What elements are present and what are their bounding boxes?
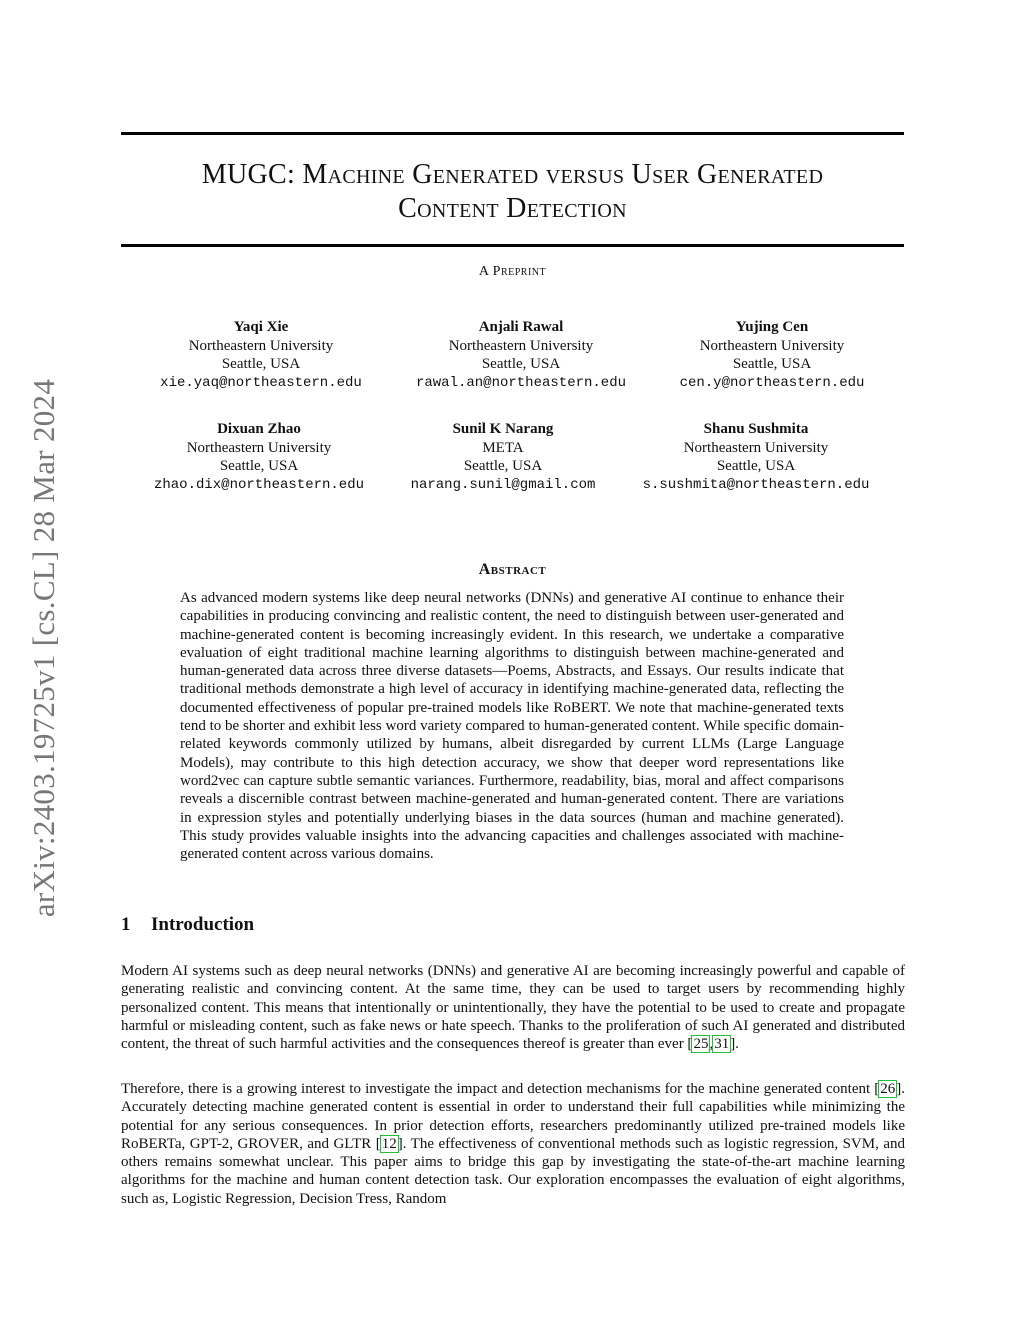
- title-top-rule: [121, 132, 904, 135]
- author-name: Shanu Sushmita: [703, 421, 809, 437]
- title-line-2: Content Detection: [398, 193, 627, 224]
- author-location: Seattle, USA: [219, 458, 299, 474]
- author-email[interactable]: narang.sunil@gmail.com: [410, 476, 596, 493]
- paragraph-text: ]. The effectiveness of conventional methods such as logistic regression, SVM, and others remains somewhat unclear. This paper aims to bridge this gap by investigating the state-of-the-art machine learning algorithms for the machine and human content detection task. Our exploration encompasses the evaluation of eight algorithms, such as, Logistic Regression, Decision Tress, Random: [121, 1135, 905, 1207]
- abstract-heading: Abstract: [478, 561, 547, 578]
- author-block: [363, 420, 643, 494]
- author-block: [119, 420, 399, 494]
- author-name: Sunil K Narang: [452, 421, 554, 437]
- title-line-1: MUGC: Machine Generated versus User Generated: [201, 159, 824, 190]
- paragraph-text: ]. Accurately detecting machine generated content is essential in order to understand their full capabilities while minimizing the potential for any serious consequences. In prior detection efforts, researchers predominantly utilized pre-trained models like RoBERTa, GPT-2, GROVER, and GLTR [: [121, 1081, 905, 1152]
- author-email[interactable]: zhao.dix@northeastern.edu: [153, 476, 365, 493]
- author-email[interactable]: rawal.an@northeastern.edu: [415, 374, 627, 391]
- intro-paragraph-1: [121, 962, 905, 1053]
- author-location: Seattle, USA: [463, 458, 543, 474]
- paper-title: [121, 158, 904, 226]
- author-affiliation: Northeastern University: [699, 337, 845, 354]
- author-location: Seattle, USA: [732, 356, 812, 372]
- citation-link[interactable]: 12: [381, 1135, 397, 1152]
- section-title: Introduction: [151, 914, 255, 935]
- author-name: Dixuan Zhao: [217, 421, 301, 437]
- author-block: [632, 318, 912, 392]
- section-heading: [121, 914, 254, 936]
- intro-paragraph-2: [121, 1080, 905, 1208]
- citation-link[interactable]: 31: [714, 1036, 730, 1053]
- paragraph-text: ].: [730, 1036, 739, 1053]
- author-name: Anjali Rawal: [478, 319, 564, 335]
- arxiv-stamp-text: arXiv:2403.19725v1 [cs.CL] 28 Mar 2024: [26, 378, 61, 918]
- citation-link[interactable]: 25: [693, 1036, 709, 1053]
- abstract-body: As advanced modern systems like deep neural networks (DNNs) and generative AI continue to enhance their capabilities in producing convincing and realistic content, the need to distinguish between user-generated and machine-generated content is becoming increasingly evident. In this research, we undertake a comparative evaluation of eight traditional machine learning algorithms to distinguish between machine-generated and human-generated data across three diverse datasets—Poems, Abstracts, and Essays. Our results indicate that traditional methods demonstrate a high level of accuracy in identifying machine-generated data, reflecting the documented effectiveness of popular pre-trained models like RoBERT. We note that machine-generated texts tend to be shorter and exhibit less word variety compared to human-generated content. While specific domain-related keywords commonly utilized by humans, albeit disregarded by current LLMs (Large Language Models), may contribute to this high detection accuracy, we show that deeper word representations like word2vec can capture subtle semantic variances. Furthermore, readability, bias, moral and affect comparisons reveals a discernible contrast between machine-generated and human-generated content. There are variations in expression styles and potentially underlying biases in the data sources (human and machine generated). This study provides valuable insights into the advancing capacities and challenges associated with machine-generated content across various domains.: [180, 590, 844, 863]
- author-affiliation: Northeastern University: [448, 337, 594, 354]
- section-number: 1: [121, 914, 131, 935]
- author-block: [381, 318, 661, 392]
- citation-link[interactable]: 26: [880, 1081, 896, 1097]
- author-affiliation: Northeastern University: [683, 439, 829, 456]
- author-name: Yujing Cen: [735, 319, 809, 335]
- title-bottom-rule: [121, 244, 904, 247]
- paragraph-text: Therefore, there is a growing interest to investigate the impact and detection mechanisms for the machine generated content [: [121, 1081, 880, 1097]
- author-email[interactable]: cen.y@northeastern.edu: [679, 374, 865, 391]
- author-block: [616, 420, 896, 494]
- preprint-label: A Preprint: [478, 264, 547, 279]
- author-location: Seattle, USA: [221, 356, 301, 372]
- paragraph-text: Modern AI systems such as deep neural networks (DNNs) and generative AI are becoming increasingly powerful and capable of generating realistic and convincing content. At the same time, they can be used to target users by recommending highly personalized content. This means that intentionally or unintentionally, they have the potential to be used to create and propagate harmful or misleading content, such as fake news or hate speech. Thanks to the proliferation of such AI generated and distributed content, the threat of such harmful activities and the consequences thereof is greater than ever [: [121, 963, 905, 1053]
- author-location: Seattle, USA: [716, 458, 796, 474]
- author-affiliation: Northeastern University: [188, 337, 334, 354]
- author-affiliation: Northeastern University: [186, 439, 332, 456]
- author-block: [121, 318, 401, 392]
- author-name: Yaqi Xie: [233, 319, 289, 335]
- author-email[interactable]: xie.yaq@northeastern.edu: [160, 374, 362, 391]
- author-location: Seattle, USA: [481, 356, 561, 372]
- author-email[interactable]: s.sushmita@northeastern.edu: [642, 476, 870, 493]
- author-affiliation: META: [482, 439, 524, 456]
- citation-separator: ,: [709, 1036, 714, 1053]
